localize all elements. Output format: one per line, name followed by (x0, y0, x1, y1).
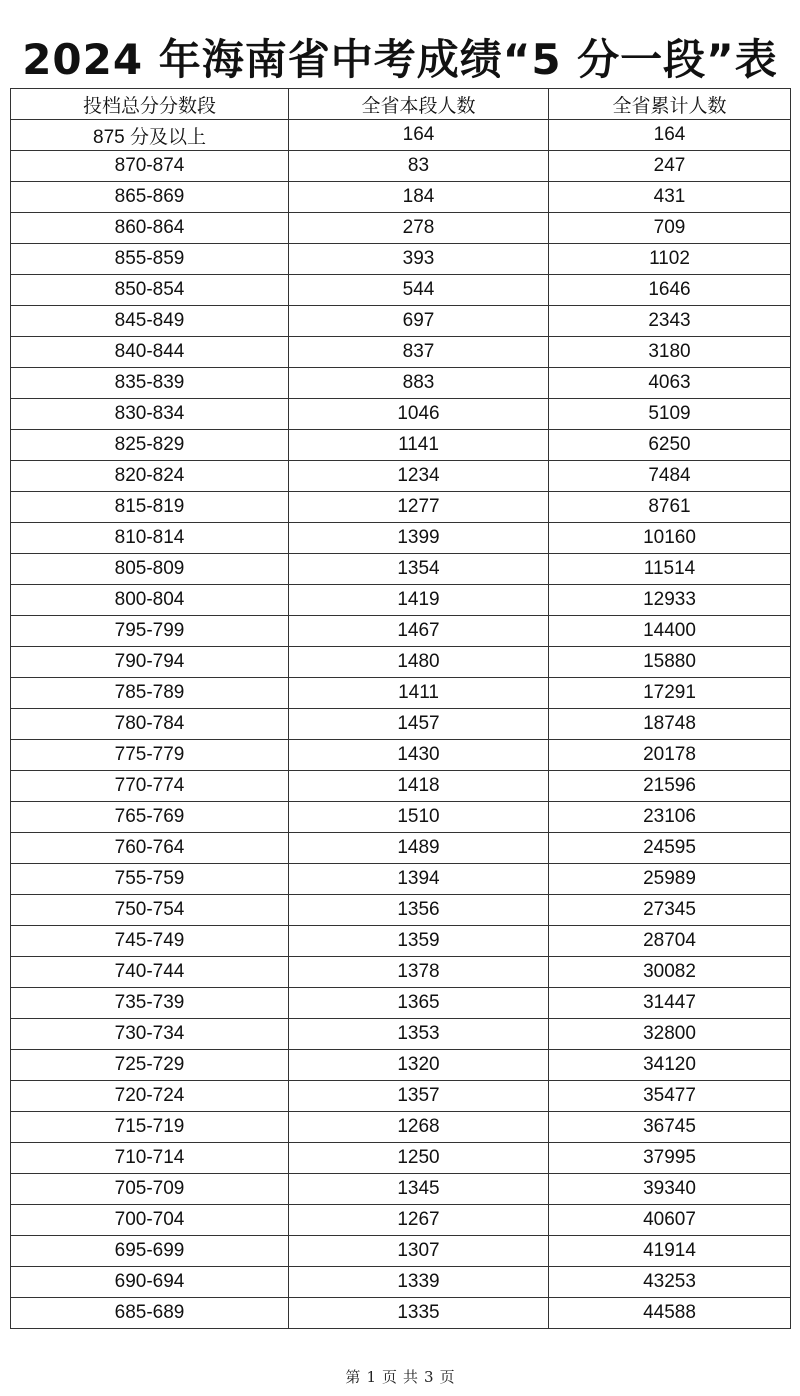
cell-cumulative-count: 12933 (549, 585, 791, 616)
cell-segment-count: 1418 (289, 771, 549, 802)
table-row (11, 740, 791, 771)
table-row (11, 864, 791, 895)
cell-cumulative-count: 3180 (549, 337, 791, 368)
table-row (11, 523, 791, 554)
cell-score-range: 870-874 (11, 151, 289, 182)
table-row (11, 368, 791, 399)
table-row (11, 988, 791, 1019)
cell-segment-count: 1353 (289, 1019, 549, 1050)
cell-score-range: 700-704 (11, 1205, 289, 1236)
cell-cumulative-count: 709 (549, 213, 791, 244)
table-row (11, 461, 791, 492)
table-row (11, 771, 791, 802)
cell-score-range: 770-774 (11, 771, 289, 802)
cell-score-range: 710-714 (11, 1143, 289, 1174)
cell-segment-count: 278 (289, 213, 549, 244)
cell-cumulative-count: 14400 (549, 616, 791, 647)
cell-score-range: 730-734 (11, 1019, 289, 1050)
cell-segment-count: 1378 (289, 957, 549, 988)
footer-prefix: 第 (345, 1368, 361, 1386)
table-row (11, 244, 791, 275)
cell-cumulative-count: 18748 (549, 709, 791, 740)
cell-cumulative-count: 32800 (549, 1019, 791, 1050)
cell-segment-count: 1510 (289, 802, 549, 833)
table-row (11, 1267, 791, 1298)
table-header-row (11, 89, 791, 120)
cell-segment-count: 1399 (289, 523, 549, 554)
cell-score-range: 780-784 (11, 709, 289, 740)
footer-page-number: 1 (366, 1368, 376, 1386)
cell-segment-count: 1489 (289, 833, 549, 864)
cell-score-range: 750-754 (11, 895, 289, 926)
cell-cumulative-count: 27345 (549, 895, 791, 926)
cell-cumulative-count: 36745 (549, 1112, 791, 1143)
cell-cumulative-count: 34120 (549, 1050, 791, 1081)
cell-cumulative-count: 4063 (549, 368, 791, 399)
cell-cumulative-count: 10160 (549, 523, 791, 554)
cell-cumulative-count: 1646 (549, 275, 791, 306)
cell-cumulative-count: 431 (549, 182, 791, 213)
cell-score-range: 690-694 (11, 1267, 289, 1298)
table-row (11, 120, 791, 151)
table-row (11, 554, 791, 585)
table-row (11, 399, 791, 430)
cell-score-range: 860-864 (11, 213, 289, 244)
cell-score-range: 725-729 (11, 1050, 289, 1081)
cell-score-range: 720-724 (11, 1081, 289, 1112)
cell-score-range: 875 分及以上 (11, 120, 289, 151)
cell-cumulative-count: 6250 (549, 430, 791, 461)
cell-segment-count: 837 (289, 337, 549, 368)
table-row (11, 306, 791, 337)
cell-score-range: 815-819 (11, 492, 289, 523)
cell-cumulative-count: 164 (549, 120, 791, 151)
table-row (11, 802, 791, 833)
cell-segment-count: 1419 (289, 585, 549, 616)
cell-cumulative-count: 28704 (549, 926, 791, 957)
cell-segment-count: 1307 (289, 1236, 549, 1267)
cell-cumulative-count: 2343 (549, 306, 791, 337)
table-row (11, 616, 791, 647)
cell-cumulative-count: 30082 (549, 957, 791, 988)
cell-cumulative-count: 20178 (549, 740, 791, 771)
cell-segment-count: 1345 (289, 1174, 549, 1205)
table-row (11, 337, 791, 368)
table-row (11, 957, 791, 988)
cell-score-range: 790-794 (11, 647, 289, 678)
cell-score-range: 825-829 (11, 430, 289, 461)
cell-segment-count: 697 (289, 306, 549, 337)
cell-segment-count: 1411 (289, 678, 549, 709)
cell-score-range: 855-859 (11, 244, 289, 275)
table-row (11, 678, 791, 709)
cell-score-range: 805-809 (11, 554, 289, 585)
cell-score-range: 835-839 (11, 368, 289, 399)
cell-score-range: 795-799 (11, 616, 289, 647)
cell-score-range: 740-744 (11, 957, 289, 988)
table-row (11, 1236, 791, 1267)
cell-cumulative-count: 23106 (549, 802, 791, 833)
cell-segment-count: 1335 (289, 1298, 549, 1329)
cell-segment-count: 1365 (289, 988, 549, 1019)
cell-score-range: 745-749 (11, 926, 289, 957)
cell-score-range: 820-824 (11, 461, 289, 492)
cell-score-range: 830-834 (11, 399, 289, 430)
cell-cumulative-count: 41914 (549, 1236, 791, 1267)
cell-cumulative-count: 43253 (549, 1267, 791, 1298)
cell-score-range: 705-709 (11, 1174, 289, 1205)
cell-cumulative-count: 24595 (549, 833, 791, 864)
table-row (11, 1081, 791, 1112)
cell-score-range: 765-769 (11, 802, 289, 833)
table-row (11, 1112, 791, 1143)
cell-cumulative-count: 21596 (549, 771, 791, 802)
table-row (11, 709, 791, 740)
table-row (11, 1050, 791, 1081)
cell-score-range: 715-719 (11, 1112, 289, 1143)
table-row (11, 585, 791, 616)
cell-segment-count: 1234 (289, 461, 549, 492)
cell-cumulative-count: 11514 (549, 554, 791, 585)
table-row (11, 647, 791, 678)
cell-score-range: 695-699 (11, 1236, 289, 1267)
cell-cumulative-count: 25989 (549, 864, 791, 895)
cell-cumulative-count: 5109 (549, 399, 791, 430)
table-row (11, 492, 791, 523)
cell-segment-count: 1480 (289, 647, 549, 678)
score-distribution-table (10, 88, 791, 1329)
cell-segment-count: 1394 (289, 864, 549, 895)
cell-segment-count: 1356 (289, 895, 549, 926)
footer-total-unit: 页 (439, 1368, 455, 1386)
cell-segment-count: 1046 (289, 399, 549, 430)
cell-score-range: 775-779 (11, 740, 289, 771)
table-row (11, 895, 791, 926)
cell-segment-count: 1430 (289, 740, 549, 771)
table-row (11, 275, 791, 306)
table-row (11, 213, 791, 244)
cell-cumulative-count: 8761 (549, 492, 791, 523)
header-cumulative-count: 全省累计人数 (549, 89, 791, 120)
cell-score-range: 735-739 (11, 988, 289, 1019)
cell-segment-count: 1320 (289, 1050, 549, 1081)
cell-cumulative-count: 37995 (549, 1143, 791, 1174)
cell-cumulative-count: 1102 (549, 244, 791, 275)
cell-cumulative-count: 17291 (549, 678, 791, 709)
cell-score-range: 685-689 (11, 1298, 289, 1329)
footer-total-pages: 3 (424, 1368, 434, 1386)
cell-score-range: 840-844 (11, 337, 289, 368)
cell-segment-count: 1359 (289, 926, 549, 957)
cell-cumulative-count: 31447 (549, 988, 791, 1019)
table-row (11, 1019, 791, 1050)
cell-score-range: 755-759 (11, 864, 289, 895)
cell-segment-count: 1457 (289, 709, 549, 740)
cell-cumulative-count: 7484 (549, 461, 791, 492)
cell-segment-count: 1467 (289, 616, 549, 647)
page-title: 2024 年海南省中考成绩“5 分一段”表 (22, 35, 778, 85)
table-row (11, 430, 791, 461)
cell-segment-count: 393 (289, 244, 549, 275)
cell-score-range: 810-814 (11, 523, 289, 554)
cell-score-range: 850-854 (11, 275, 289, 306)
cell-score-range: 845-849 (11, 306, 289, 337)
cell-cumulative-count: 40607 (549, 1205, 791, 1236)
cell-segment-count: 184 (289, 182, 549, 213)
table-row (11, 1298, 791, 1329)
cell-segment-count: 1339 (289, 1267, 549, 1298)
cell-segment-count: 1357 (289, 1081, 549, 1112)
cell-cumulative-count: 44588 (549, 1298, 791, 1329)
cell-segment-count: 544 (289, 275, 549, 306)
page-number-footer (0, 1366, 800, 1387)
cell-cumulative-count: 35477 (549, 1081, 791, 1112)
table-row (11, 182, 791, 213)
cell-segment-count: 1268 (289, 1112, 549, 1143)
table-row (11, 833, 791, 864)
table-row (11, 1143, 791, 1174)
table-row (11, 1174, 791, 1205)
cell-segment-count: 164 (289, 120, 549, 151)
cell-segment-count: 1277 (289, 492, 549, 523)
table-row (11, 926, 791, 957)
cell-score-range: 800-804 (11, 585, 289, 616)
cell-segment-count: 883 (289, 368, 549, 399)
table-body (11, 120, 791, 1329)
footer-page-unit: 页 (381, 1368, 397, 1386)
cell-score-range: 865-869 (11, 182, 289, 213)
header-score-range: 投档总分分数段 (11, 89, 289, 120)
cell-score-range: 785-789 (11, 678, 289, 709)
cell-cumulative-count: 39340 (549, 1174, 791, 1205)
cell-segment-count: 1141 (289, 430, 549, 461)
table-row (11, 151, 791, 182)
cell-segment-count: 83 (289, 151, 549, 182)
cell-segment-count: 1267 (289, 1205, 549, 1236)
cell-cumulative-count: 15880 (549, 647, 791, 678)
cell-segment-count: 1354 (289, 554, 549, 585)
cell-segment-count: 1250 (289, 1143, 549, 1174)
footer-total-prefix: 共 (403, 1368, 419, 1386)
cell-score-range: 760-764 (11, 833, 289, 864)
cell-cumulative-count: 247 (549, 151, 791, 182)
table-row (11, 1205, 791, 1236)
header-segment-count: 全省本段人数 (289, 89, 549, 120)
